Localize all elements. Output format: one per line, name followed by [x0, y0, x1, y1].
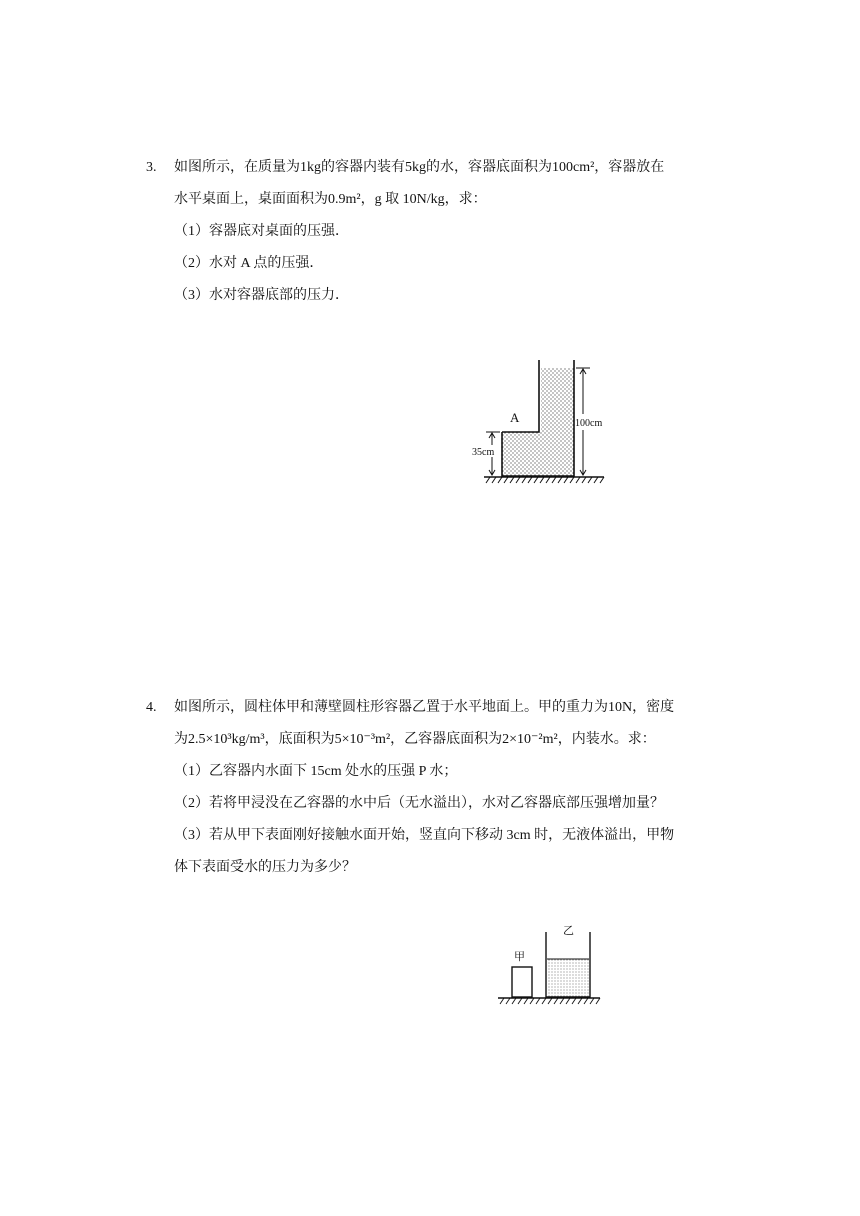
question-4-line-1 [146, 692, 726, 724]
question-4-figure [494, 920, 604, 1010]
question-3 [146, 152, 726, 312]
container-yi-water [547, 959, 589, 997]
question-4-number: 4. [146, 700, 157, 715]
cylinder-jia-label: 甲 [514, 951, 525, 963]
question-4-part-2: （2）若将甲浸没在乙容器的水中后（无水溢出），水对乙容器底部压强增加量？ [174, 796, 664, 811]
question-3-part-3: （3）水对容器底部的压力． [174, 288, 349, 303]
point-a-label: A [510, 410, 520, 425]
question-4 [146, 692, 726, 884]
question-3-text-1: 如图所示，在质量为1kg的容器内装有5kg的水，容器底面积为100cm²，容器放在 [174, 160, 665, 175]
ground-hatch-2 [500, 998, 600, 1004]
question-4-text-1: 如图所示，圆柱体甲和薄壁圆柱形容器乙置于水平地面上。甲的重力为10N，密度 [174, 700, 675, 715]
cylinder-jia [512, 967, 532, 997]
container-yi-label: 乙 [563, 925, 574, 937]
question-3-part-2: （2）水对 A 点的压强． [174, 256, 324, 271]
dimension-35cm-label: 35cm [472, 447, 495, 458]
question-4-part-3-cont: 体下表面受水的压力为多少？ [174, 860, 356, 875]
question-3-figure [468, 352, 618, 487]
dimension-100cm-label: 100cm [575, 418, 603, 429]
ground-hatch [486, 477, 604, 483]
question-4-line-2: 为2.5×10³kg/m³，底面积为5×10⁻³m²，乙容器底面积为2×10⁻²m²，内装水。求： [174, 732, 656, 747]
question-3-part-1: （1）容器底对桌面的压强． [174, 224, 349, 239]
question-3-line-2: 水平桌面上，桌面面积为0.9m²，g 取 10N/kg，求： [174, 192, 487, 207]
question-3-number: 3. [146, 160, 157, 175]
question-4-part-1: （1）乙容器内水面下 15cm 处水的压强 P 水； [174, 764, 458, 779]
question-4-part-3: （3）若从甲下表面刚好接触水面开始，竖直向下移动 3cm 时，无液体溢出，甲物 [174, 828, 675, 843]
question-3-line-1 [146, 152, 726, 184]
